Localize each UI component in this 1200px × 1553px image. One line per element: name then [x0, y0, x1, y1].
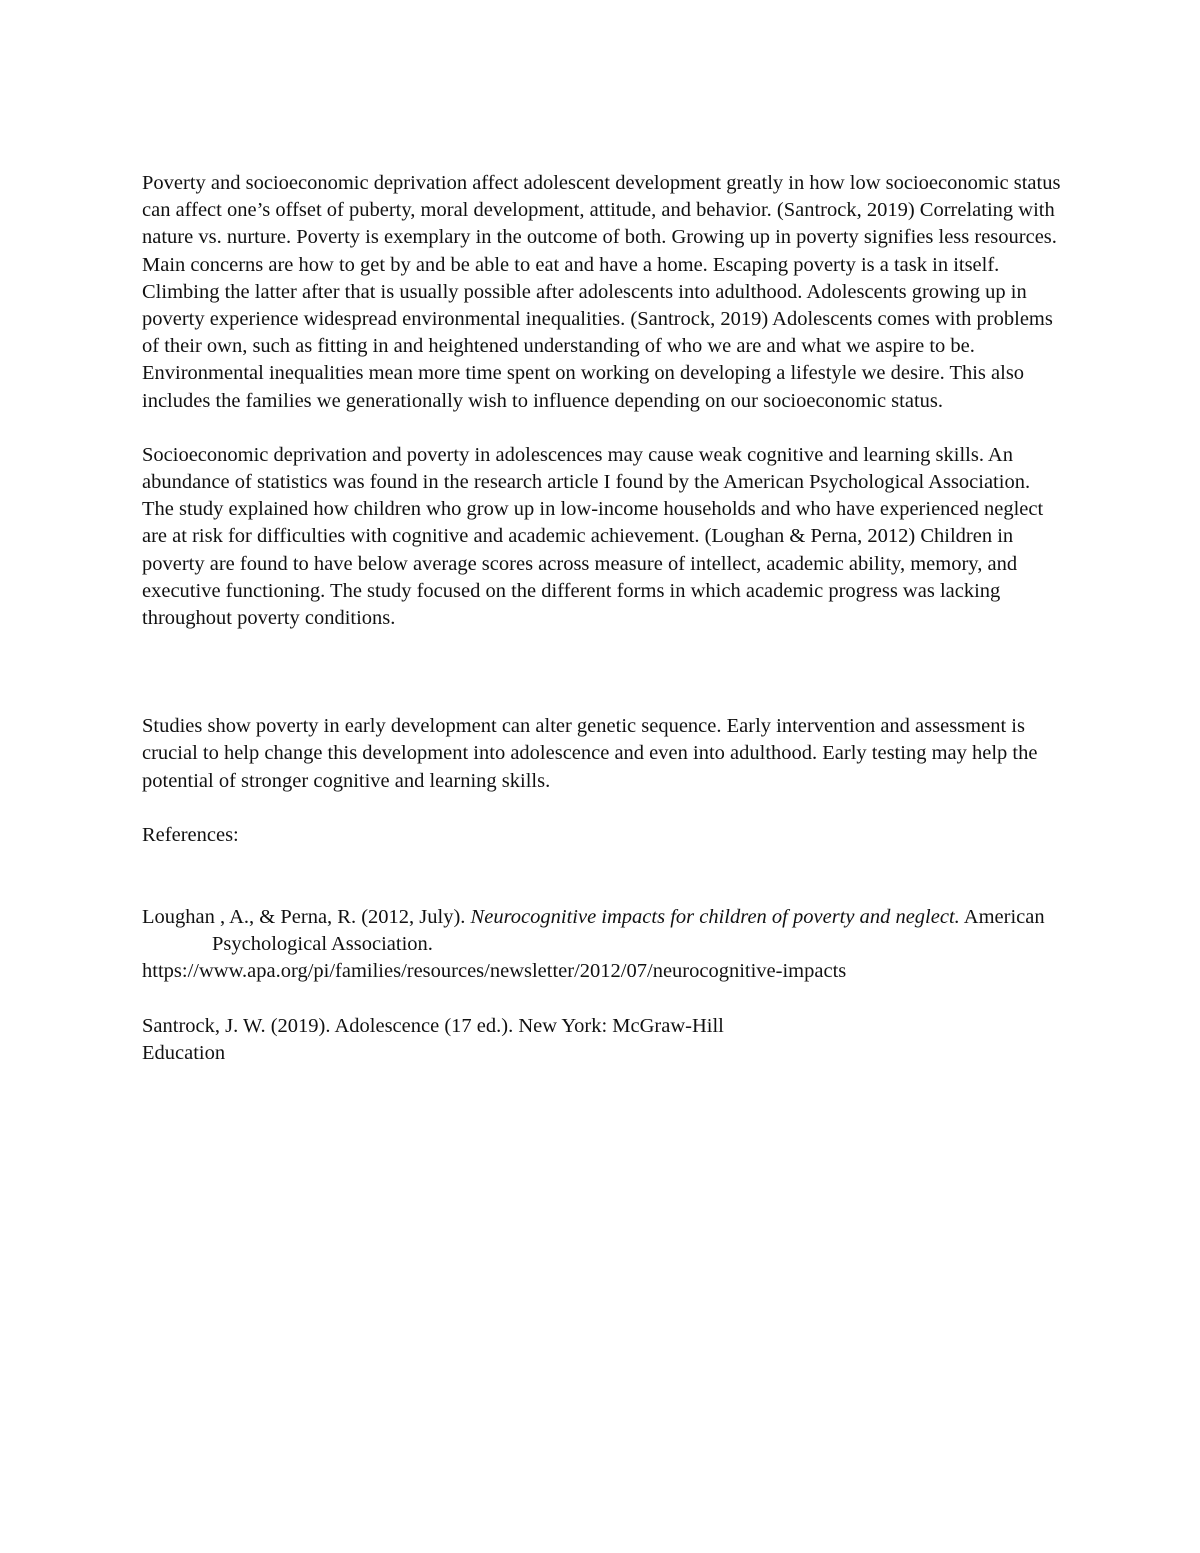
- reference-santrock-line2: Education: [142, 1041, 226, 1064]
- reference-title: Neurocognitive impacts for children of poverty and neglect.: [470, 906, 960, 929]
- paragraph-cognitive-skills: Socioeconomic deprivation and poverty in adolescences may cause weak cognitive and learning skills. An abundance of statistics was found in the research article I found by the American Psychological Association. The study explained how children who grow up in low-income households and who have experienced neglect are at risk for difficulties with cognitive and academic achievement. (Loughan & Perna, 2012) Children in poverty are found to have below average scores across measure of intellect, academic ability, memory, and executive functioning. The study focused on the different forms in which academic progress was lacking throughout poverty conditions.: [142, 443, 1044, 630]
- reference-url: https://www.apa.org/pi/families/resources/newsletter/2012/07/neurocognitive-impacts: [142, 960, 847, 983]
- reference-authors: Loughan , A., & Perna, R. (2012, July).: [142, 906, 471, 929]
- reference-loughan-perna: [142, 904, 1062, 986]
- paragraph-spacer: [142, 986, 1062, 1013]
- paragraph-spacer: [142, 415, 1062, 442]
- reference-publisher: American Psychological Association.: [212, 906, 1045, 956]
- paragraph-spacer: [142, 632, 1062, 713]
- reference-santrock-line1: Santrock, J. W. (2019). Adolescence (17 ed.). New York: McGraw-Hill: [142, 1014, 724, 1037]
- paragraph-poverty-development: Poverty and socioeconomic deprivation affect adolescent development greatly in how low socioeconomic status can affect one’s offset of puberty, moral development, attitude, and behavior. (Santrock, 2019) Correlating with nature vs. nurture. Poverty is exemplary in the outcome of both. Growing up in poverty signifies less resources. Main concerns are how to get by and be able to eat and have a home. Escaping poverty is a task in itself. Climbing the latter after that is usually possible after adolescents into adulthood. Adolescents growing up in poverty experience widespread environmental inequalities. (Santrock, 2019) Adolescents comes with problems of their own, such as fitting in and heightened understanding of who we are and what we aspire to be. Environmental inequalities mean more time spent on working on developing a lifestyle we desire. This also includes the families we generationally wish to influence depending on our socioeconomic status.: [142, 172, 1061, 412]
- paragraph-spacer: [142, 795, 1062, 822]
- reference-santrock: [142, 1013, 1062, 1067]
- paragraph-spacer: [142, 849, 1062, 904]
- document-body: [142, 170, 1062, 1067]
- paragraph-early-intervention: Studies show poverty in early development can alter genetic sequence. Early intervention and assessment is crucial to help change this development into adolescence and even into adulthood. Early testing may help the potential of stronger cognitive and learning skills.: [142, 715, 1038, 792]
- references-heading: References:: [142, 823, 239, 846]
